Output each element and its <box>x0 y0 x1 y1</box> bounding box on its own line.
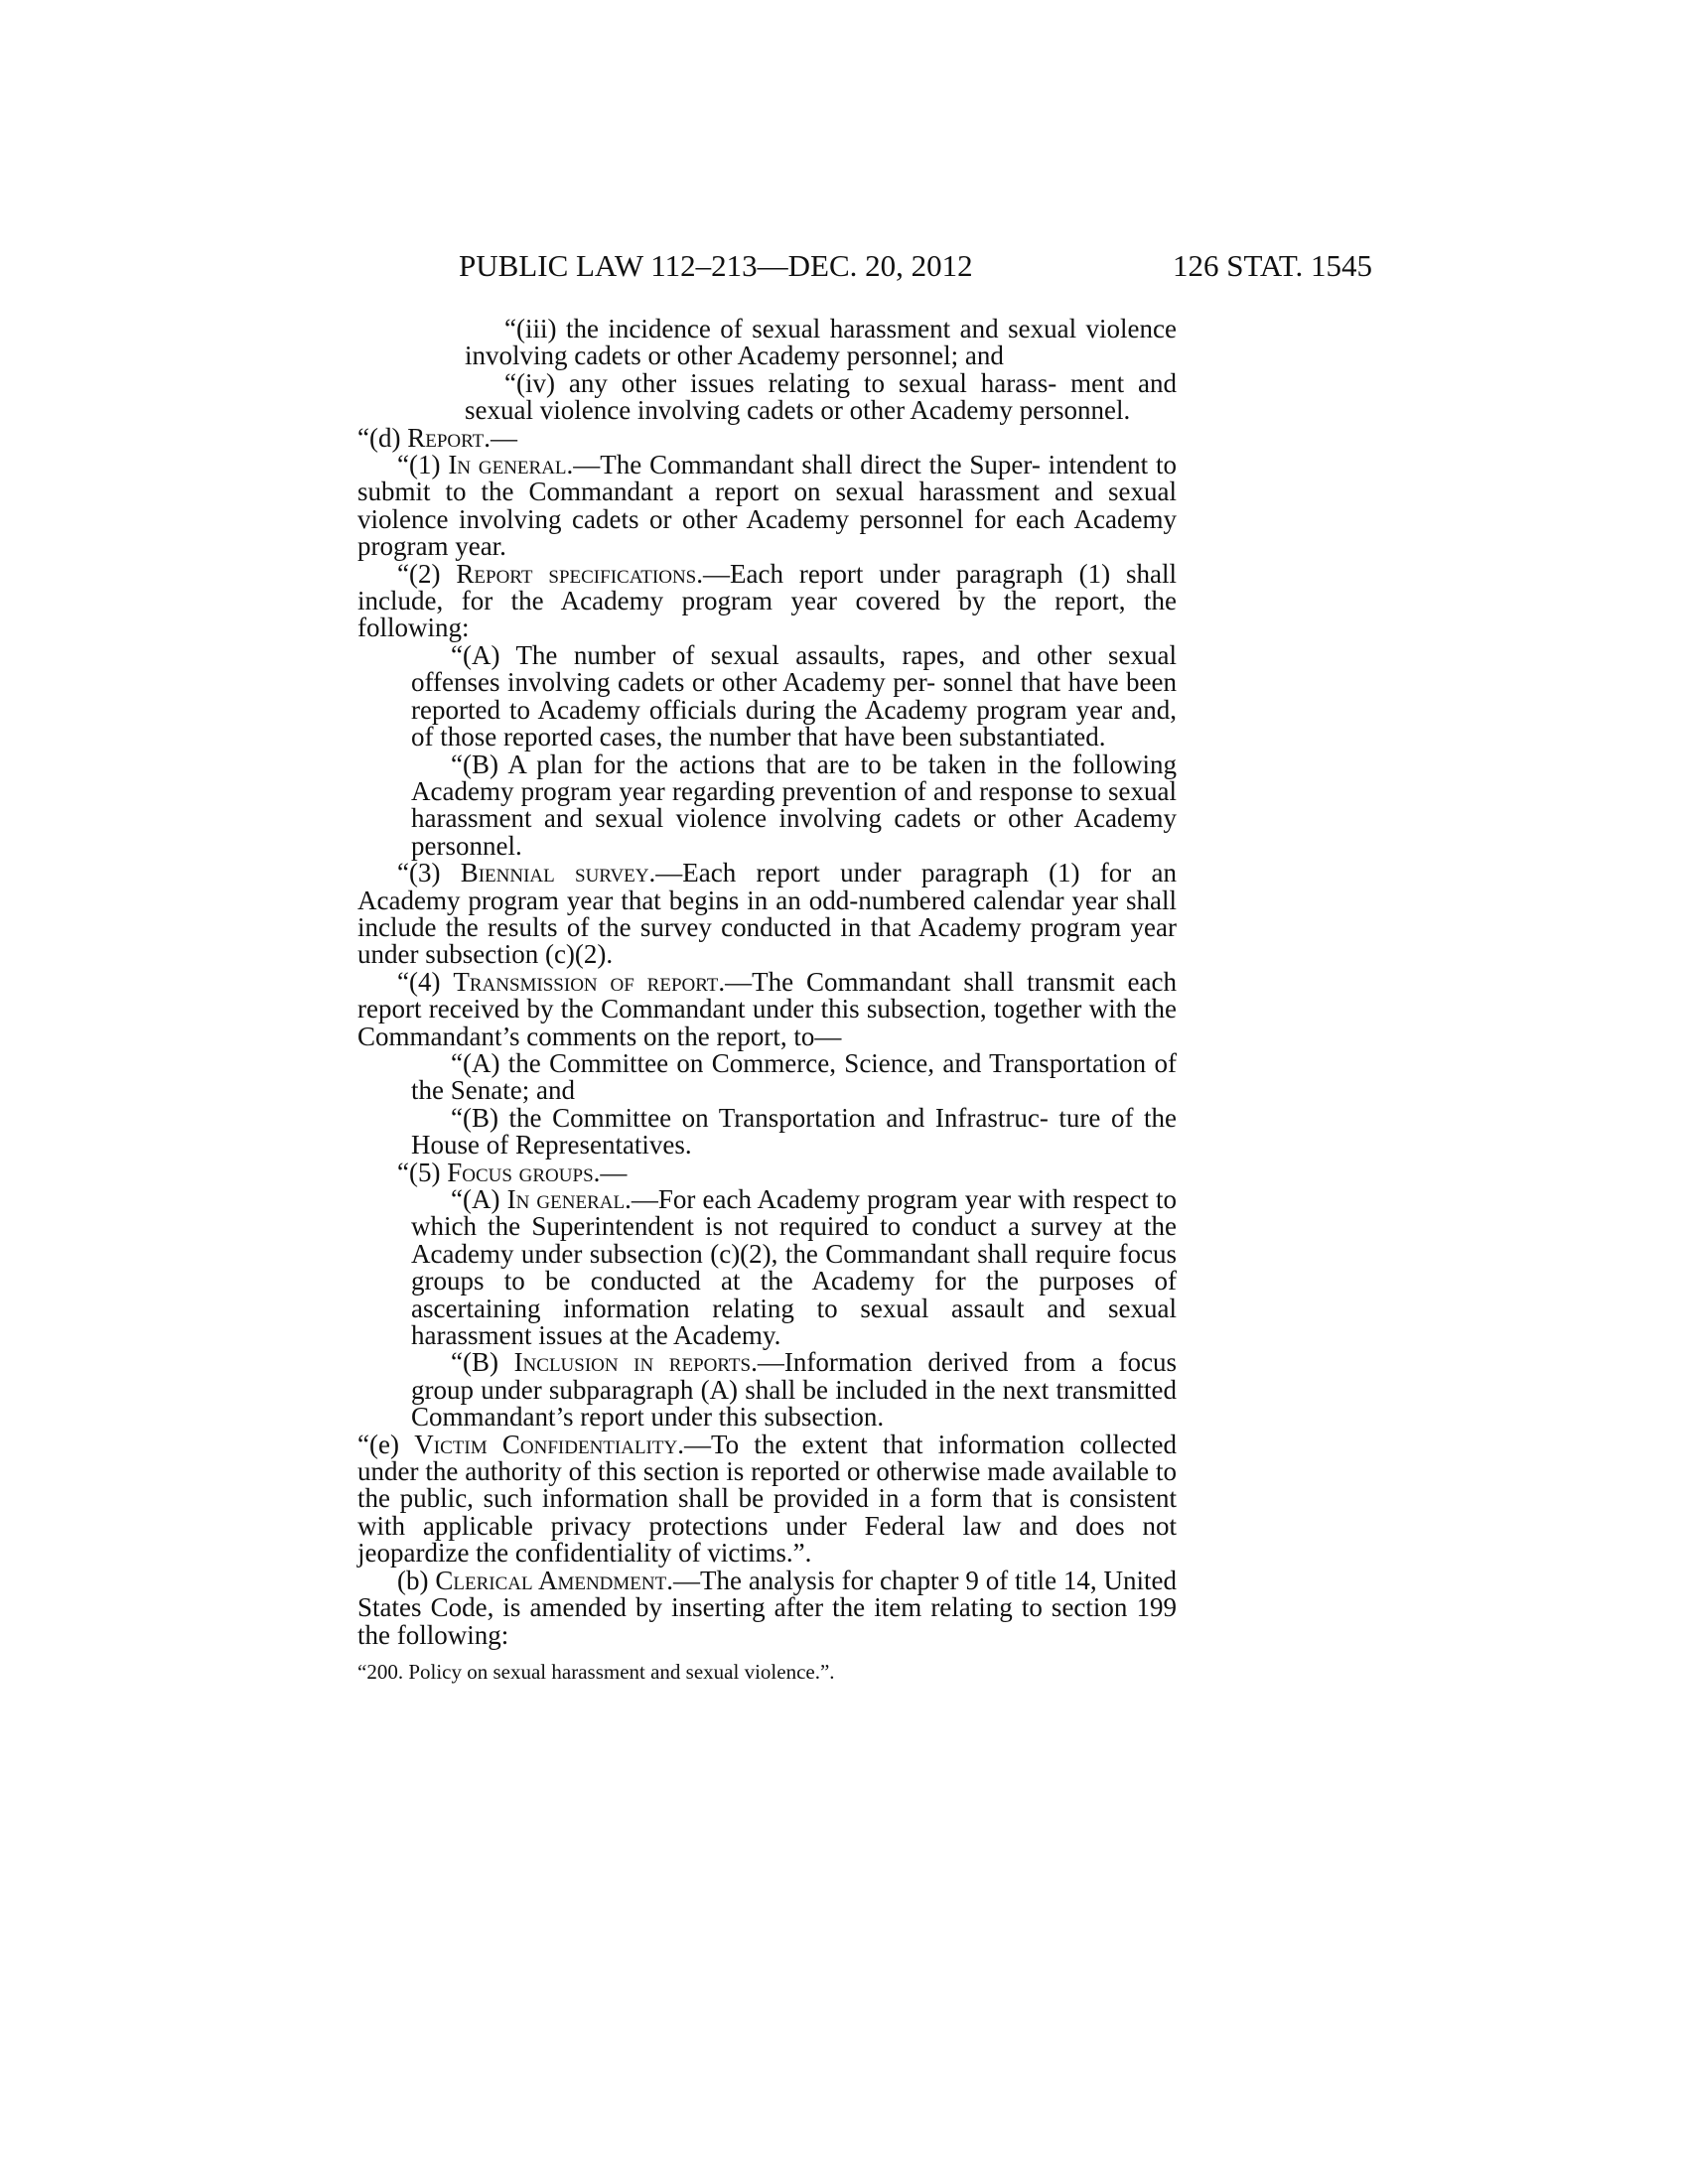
subparagraph-d5-b-text: .—Information derived from a focus group under subparagraph (A) shall be included in the next transmitted Commandant’s report under this subsection. <box>411 1347 1178 1433</box>
paragraph-d3-heading: Biennial survey <box>460 858 649 888</box>
subparagraph-d2-b-text: “(B) A plan for the actions that are to be taken in the following Academy program year regarding prevention of and response to sexual harassment and sexual violence involving cadets or other Academy personnel. <box>411 749 1177 861</box>
subsection-e-heading: Victim Confidentiality <box>414 1429 678 1459</box>
paragraph-d3-text: .—Each report under paragraph (1) for an Academy program year that begins in an odd-numbered calendar year shall include the results of the survey conducted in that Academy program year under subsection (c)(2). <box>357 858 1178 970</box>
paragraph-d2 <box>357 558 1177 643</box>
paragraph-d4-text: .—The Commandant shall transmit each report received by the Commandant under this subsection, together with the Commandant’s comments on the report, to— <box>357 966 1177 1051</box>
paragraph-d5-lead: “(5) <box>397 1157 441 1187</box>
clause-iii-text: “(iii) the incidence of sexual harassment and sexual violence involving cadets or other Academy personnel; and <box>465 314 1177 371</box>
clause-iv-text: “(iv) any other issues relating to sexual harass- ment and sexual violence involving cadets or other Academy personnel. <box>465 367 1177 426</box>
subsection-b-text: .—The analysis for chapter 9 of title 14, United States Code, is amended by inserting after the item relating to section 199 the following: <box>357 1565 1178 1650</box>
paragraph-d3 <box>357 860 1177 969</box>
paragraph-d5-tail: .— <box>593 1157 628 1187</box>
paragraph-d1 <box>357 452 1177 561</box>
clause-iv <box>357 367 1177 426</box>
paragraph-d4 <box>357 966 1177 1051</box>
document-body <box>357 316 1177 1685</box>
subsection-b-lead: (b) <box>397 1565 429 1595</box>
subparagraph-d2-a-text: “(A) The number of sexual assaults, rapes, and other sexual offenses involving cadets or other Academy per- sonnel that have been reported to Academy officials during the Academy program year and, of those reported cases, the number that have been substantiated. <box>411 639 1177 752</box>
subparagraph-d5-b-lead: “(B) <box>451 1347 498 1378</box>
paragraph-d5-heading: Focus groups <box>447 1157 594 1187</box>
paragraph-d2-text: .—Each report under paragraph (1) shall include, for the Academy program year covered by the report, the following: <box>357 558 1177 643</box>
subparagraph-d5-a-lead: “(A) <box>451 1184 500 1214</box>
subparagraph-d4-a <box>357 1047 1177 1106</box>
subsection-d-tail: .— <box>484 422 518 453</box>
statute-page-number: 126 STAT. 1545 <box>1172 248 1372 283</box>
paragraph-d1-heading: In general <box>448 450 567 480</box>
subsection-d-lead: “(d) <box>357 422 401 453</box>
subparagraph-d5-a-heading: In general <box>506 1184 626 1214</box>
paragraph-d2-lead: “(2) <box>397 558 441 589</box>
subsection-d <box>357 422 1177 453</box>
subsection-b <box>357 1565 1178 1650</box>
page-header <box>459 246 1372 286</box>
subparagraph-d2-a <box>357 639 1177 752</box>
paragraph-d5 <box>357 1157 1177 1187</box>
public-law-citation: PUBLIC LAW 112–213—DEC. 20, 2012 <box>459 248 973 283</box>
table-of-sections-item <box>357 1659 1177 1685</box>
paragraph-d1-lead: “(1) <box>397 450 441 480</box>
paragraph-d3-lead: “(3) <box>397 858 441 888</box>
paragraph-d4-lead: “(4) <box>397 966 441 997</box>
subsection-b-heading: Clerical Amendment <box>435 1565 667 1595</box>
paragraph-d4-heading: Transmission of report <box>453 966 719 997</box>
subsection-d-heading: Report <box>407 422 485 453</box>
paragraph-d2-heading: Report specifications <box>456 558 697 589</box>
subparagraph-d4-a-text: “(A) the Committee on Commerce, Science, and Transportation of the Senate; and <box>411 1047 1177 1106</box>
subparagraph-d5-b <box>357 1349 1177 1431</box>
paragraph-d1-text: .—The Commandant shall direct the Super- intendent to submit to the Commandant a report on sexual harassment and sexual violence involving cadets or other Academy personnel for each Academy program year. <box>357 450 1177 562</box>
clause-iii <box>357 316 1177 370</box>
section-200-entry: “200. Policy on sexual harassment and sexual violence.”. <box>357 1659 835 1684</box>
subsection-e-text: .—To the extent that information collected under the authority of this section is reported or otherwise made available to the public, such information shall be provided in a form that is consistent with applicable privacy protections under Federal law and does not jeopardize the confidentiality of victims.”. <box>357 1429 1177 1569</box>
subparagraph-d4-b <box>357 1102 1177 1160</box>
subparagraph-d2-b <box>357 751 1177 861</box>
subparagraph-d5-a-text: .—For each Academy program year with respect to which the Superintendent is not required to conduct a survey at the Academy under subsection (c)(2), the Commandant shall require focus groups to be conducted at the Academy for the purposes of ascertaining information relating to sexual assault and sexual harassment issues at the Academy. <box>411 1184 1177 1351</box>
subparagraph-d4-b-text: “(B) the Committee on Transportation and Infrastruc- ture of the House of Representatives. <box>411 1102 1177 1160</box>
subparagraph-d5-a <box>357 1186 1177 1349</box>
subsection-e <box>357 1429 1177 1569</box>
subsection-e-lead: “(e) <box>357 1429 399 1459</box>
subparagraph-d5-b-heading: Inclusion in reports <box>513 1347 752 1378</box>
